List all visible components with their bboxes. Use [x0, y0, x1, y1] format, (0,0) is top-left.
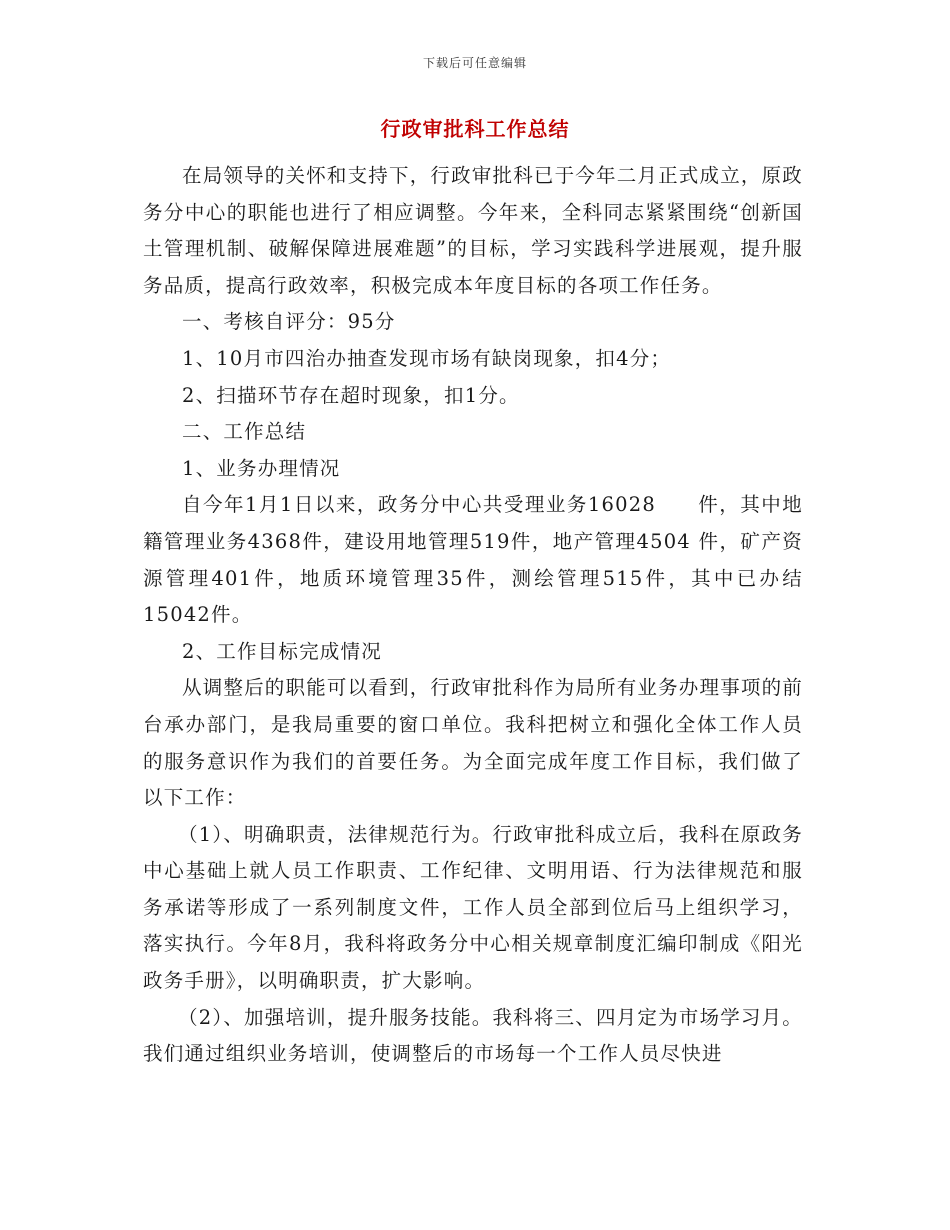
section-heading-assessment: 一、考核自评分：95分 [182, 310, 396, 334]
subheading-goals: 2、工作目标完成情况 [182, 639, 382, 663]
document-body [143, 158, 803, 1073]
list-item-deduction-1: 1、10月市四治办抽查发现市场有缺岗现象，扣4分； [182, 346, 672, 370]
paragraph-business-stats: 自今年1月1日以来，政务分中心共受理业务16028 件，其中地籍管理业务4368件，建设用地管理519件，地产管理4504 件，矿产资源管理401件，地质环境管理35件，测绘管理515件，其中已办结15042件。 [143, 493, 803, 627]
list-item-deduction-2: 2、扫描环节存在超时现象，扣1分。 [182, 383, 520, 407]
header-note: 下载后可任意编辑 [422, 56, 527, 70]
paragraph-intro: 在局领导的关怀和支持下，行政审批科已于今年二月正式成立，原政务分中心的职能也进行了相应调整。今年来，全科同志紧紧围绕“创新国土管理机制、破解保障进展难题”的目标，学习实践科学进展观，提升服务品质，提高行政效率，积极完成本年度目标的各项工作任务。 [143, 164, 804, 297]
paragraph-item-1: （1）、明确职责，法律规范行为。行政审批科成立后，我科在原政务中心基础上就人员工作职责、工作纪律、文明用语、行为法律规范和服务承诺等形成了一系列制度文件，工作人员全部到位后马上组织学习，落实执行。今年8月，我科将政务分中心相关规章制度汇编印制成《阳光政务手册》，以明确职责，扩大影响。 [143, 822, 803, 993]
paragraph-goals: 从调整后的职能可以看到，行政审批科作为局所有业务办理事项的前台承办部门，是我局重要的窗口单位。我科把树立和强化全体工作人员的服务意识作为我们的首要任务。为全面完成年度工作目标，我们做了以下工作： [143, 676, 804, 810]
paragraph-item-2: （2）、加强培训，提升服务技能。我科将三、四月定为市场学习月。我们通过组织业务培训，使调整后的市场每一个工作人员尽快进 [143, 1005, 803, 1066]
document-title: 行政审批科工作总结 [380, 117, 570, 141]
section-heading-summary: 二、工作总结 [182, 420, 307, 444]
subheading-business: 1、业务办理情况 [182, 456, 341, 480]
